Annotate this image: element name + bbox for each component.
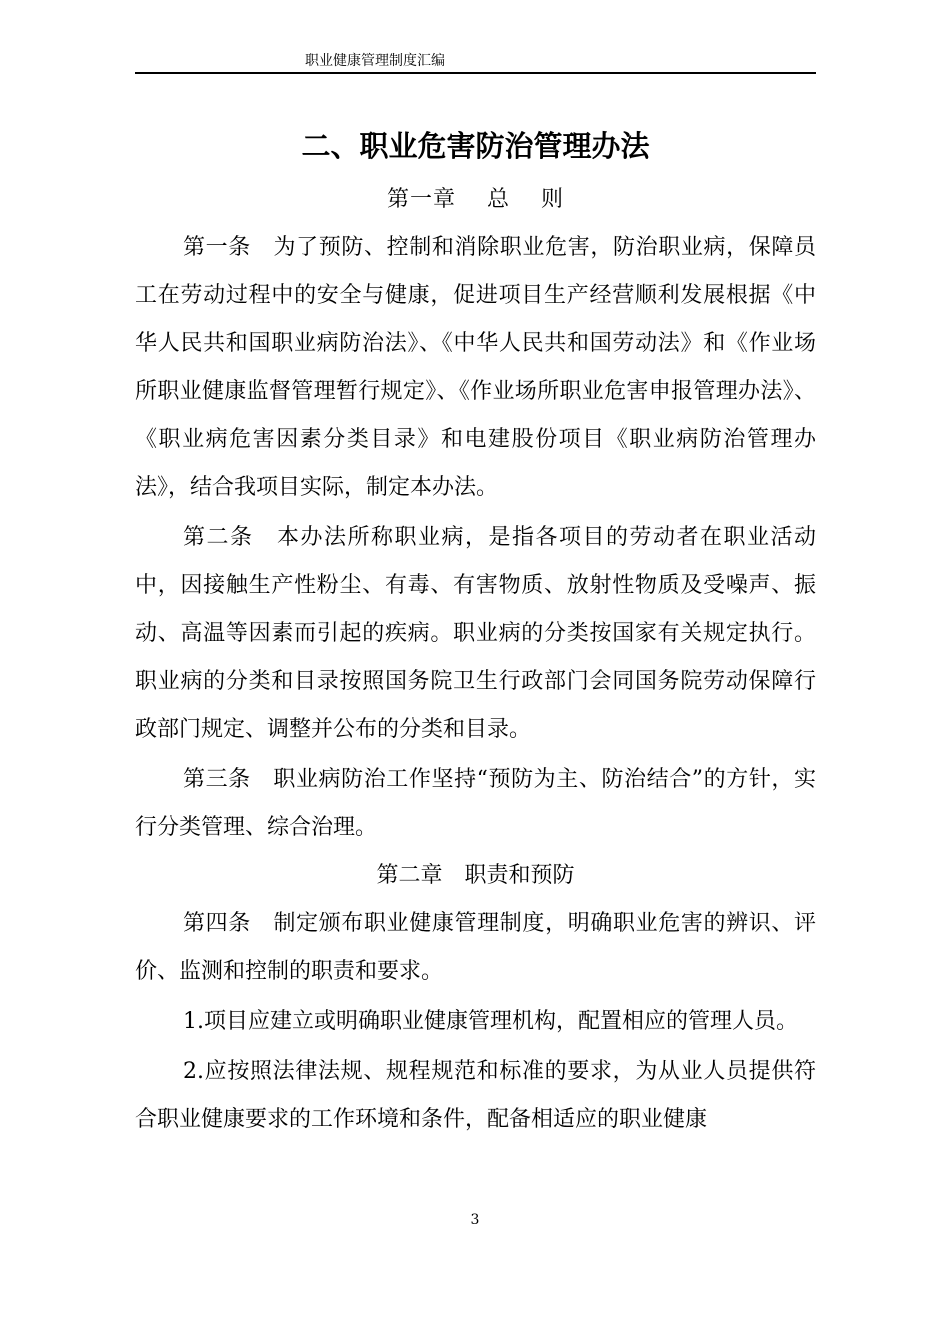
list-item-1: 1.项目应建立或明确职业健康管理机构，配置相应的管理人员。 [183,1009,798,1034]
list-item-2: 2.应按照法律法规、规程规范和标准的要求，为从业人员提供符合职业健康要求的工作环境和条件，配备相适应的职业健康 [135,1059,816,1132]
running-header: 职业健康管理制度汇编 [305,53,445,69]
article-3: 第三条 职业病防治工作坚持“预防为主、防治结合”的方针，实行分类管理、综合治理。 [135,767,816,840]
page-number: 3 [470,1212,480,1228]
article-4: 第四条 制定颁布职业健康管理制度，明确职业危害的辨识、评价、监测和控制的职责和要求。 [135,911,816,984]
chapter-heading-2: 第二章 职责和预防 [376,863,575,888]
article-1: 第一条 为了预防、控制和消除职业危害，防治职业病，保障员工在劳动过程中的安全与健康，促进项目生产经营顺利发展根据《中华人民共和国职业病防治法》、《中华人民共和国劳动法》和《作业场所职业健康监督管理暂行规定》、《作业场所职业危害申报管理办法》、《职业病危害因素分类目录》和电建股份项目《职业病防治管理办法》，结合我项目实际，制定本办法。 [135,235,816,500]
chapter-heading-1: 第一章 总 则 [387,187,564,212]
article-2: 第二条 本办法所称职业病，是指各项目的劳动者在职业活动中，因接触生产性粉尘、有毒、有害物质、放射性物质及受噪声、振动、高温等因素而引起的疾病。职业病的分类按国家有关规定执行。职业病的分类和目录按照国务院卫生行政部门会同国务院劳动保障行政部门规定、调整并公布的分类和目录。 [135,525,816,742]
document-body [135,176,816,1144]
header-divider [135,72,816,74]
document-title: 二、职业危害防治管理办法 [301,129,650,163]
